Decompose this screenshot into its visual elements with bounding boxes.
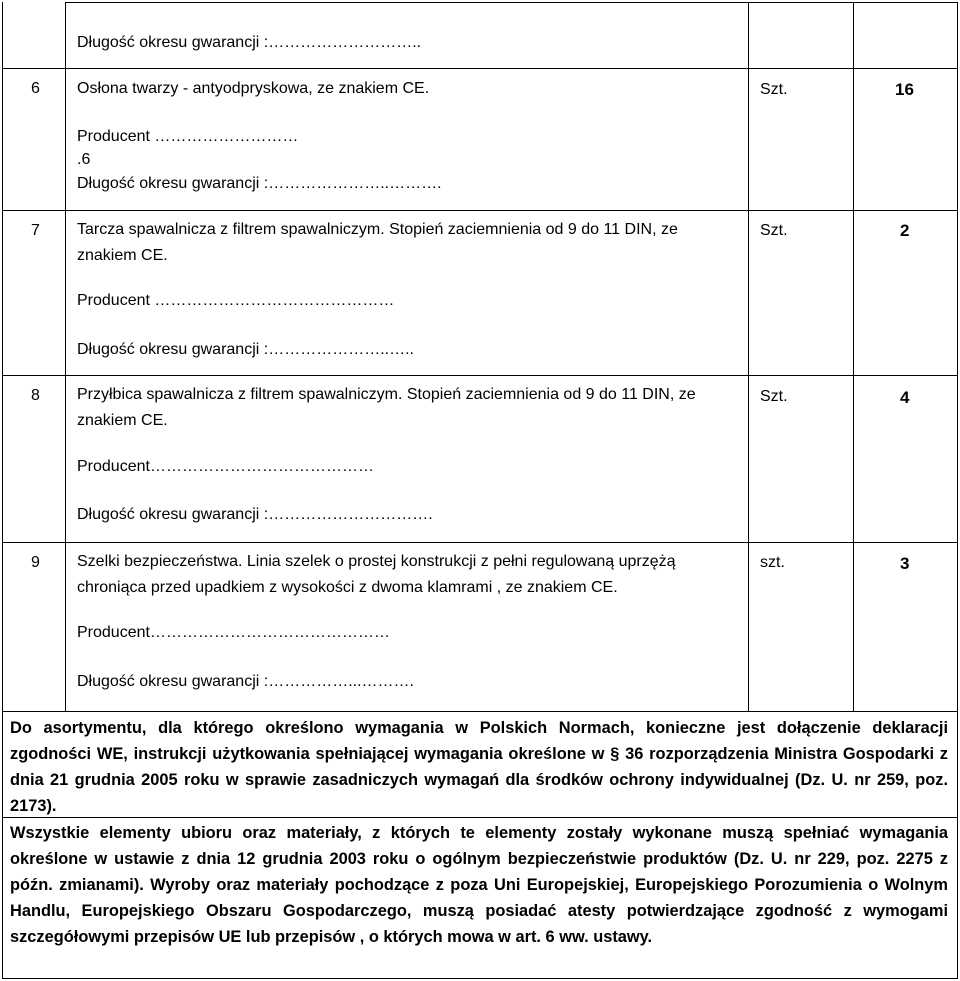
producer-field: Producent……………………………………	[77, 458, 374, 475]
warranty-field: Długość okresu gwarancji :……………...……….	[77, 673, 414, 690]
eu-requirements-note	[10, 820, 948, 950]
column-divider-unit	[748, 2, 749, 711]
item-quantity: 4	[900, 388, 910, 407]
item-unit: Szt.	[760, 81, 788, 98]
notes-bottom-border	[2, 978, 958, 979]
warranty-field: Długość okresu gwarancji :………………………..	[77, 34, 422, 51]
item-unit: Szt.	[760, 388, 788, 405]
item-quantity: 2	[900, 221, 910, 240]
producer-field-suffix: .6	[77, 151, 91, 168]
producer-field: Producent………………………………………	[77, 624, 390, 641]
column-divider-number	[65, 2, 66, 711]
conformity-note-text: Do asortymentu, dla którego określono wymagania w Polskich Normach, konieczne jest dołączenie deklaracji zgodności WE, instrukcji użytkowania spełniającej wymagania określone w § 36 rozporządzenia Ministra Gospodarki z dnia 21 grudnia 2005 roku w sprawie zasadniczych wymagań dla środków ochrony indywidualnej (Dz. U. nr 259, poz. 2173).	[10, 719, 948, 815]
item-number: 9	[31, 554, 40, 571]
conformity-note	[10, 715, 948, 819]
row-divider-9	[2, 542, 958, 543]
table-border-right	[957, 2, 958, 978]
row-divider-6	[2, 68, 958, 69]
column-divider-qty	[853, 2, 854, 711]
item-description: Przyłbica spawalnicza z filtrem spawalniczym. Stopień zaciemnienia od 9 do 11 DIN, ze znakiem CE.	[77, 386, 696, 429]
row-divider-7	[2, 210, 958, 211]
item-number: 6	[31, 80, 40, 97]
item-description: Osłona twarzy - antyodpryskowa, ze znakiem CE.	[77, 80, 430, 97]
item-quantity: 16	[895, 80, 914, 99]
item-quantity: 3	[900, 554, 910, 573]
item-unit: Szt.	[760, 222, 788, 239]
table-border-left	[2, 2, 3, 978]
eu-requirements-note-text: Wszystkie elementy ubioru oraz materiały, z których te elementy zostały wykonane muszą spełniać wymagania określone w ustawie z dnia 12 grudnia 2003 roku o ogólnym bezpieczeństwie produktów (Dz. U. nr 229, poz. 2275 z późn. zmianami). Wyroby oraz materiały pochodzące z poza Uni Europejskiej, Europejskiego Porozumienia o Wolnym Handlu, Europejskiego Obszaru Gospodarczego, muszą posiadać atesty potwierdzające zgodność z wymogami szczegółowymi przepisów UE lub przepisów , o których mowa w art. 6 ww. ustawy.	[10, 824, 948, 946]
table-bottom-border	[2, 711, 958, 712]
item-description: Szelki bezpieczeństwa. Linia szelek o prostej konstrukcji z pełni regulowaną uprzężą chroniąca przed upadkiem z wysokości z dwoma klamrami , ze znakiem CE.	[77, 553, 676, 596]
warranty-field: Długość okresu gwarancji :………………………….	[77, 506, 433, 523]
item-unit: szt.	[760, 554, 785, 571]
item-description: Tarcza spawalnicza z filtrem spawalniczym. Stopień zaciemnienia od 9 do 11 DIN, ze znakiem CE.	[77, 221, 678, 264]
warranty-field: Długość okresu gwarancji :…………………..…..	[77, 341, 414, 358]
table-border-top	[65, 2, 958, 3]
warranty-field: Długość okresu gwarancji :…………………..……….	[77, 175, 442, 192]
producer-field: Producent ………………………………………	[77, 292, 395, 309]
item-number: 7	[31, 222, 40, 239]
producer-field: Producent ………………………	[77, 128, 299, 145]
item-number: 8	[31, 387, 40, 404]
row-divider-8	[2, 375, 958, 376]
